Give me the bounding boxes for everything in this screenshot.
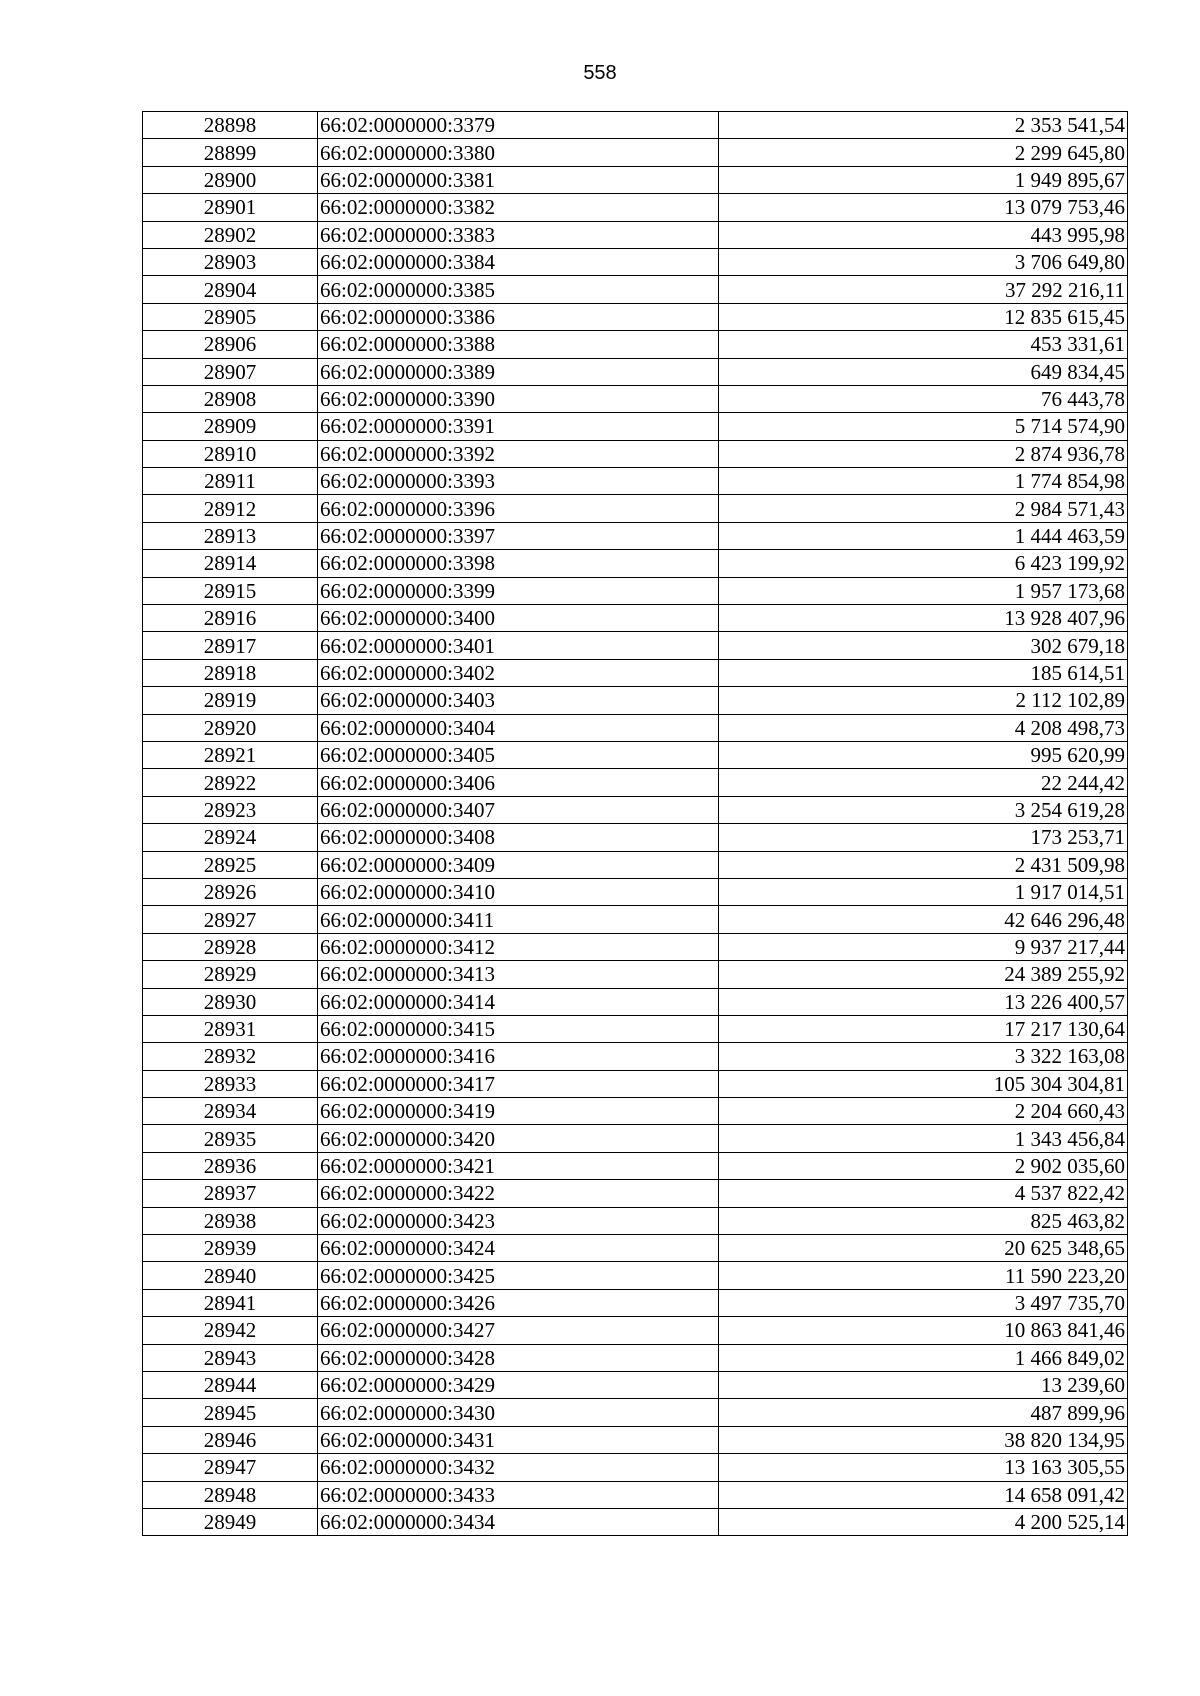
row-number-cell: 28900 xyxy=(143,166,318,193)
cadastral-value-cell: 302 679,18 xyxy=(719,632,1128,659)
cadastral-value-cell: 17 217 130,64 xyxy=(719,1015,1128,1042)
cadastral-number-cell: 66:02:0000000:3410 xyxy=(318,878,719,905)
row-number-cell: 28941 xyxy=(143,1289,318,1316)
cadastral-number-cell: 66:02:0000000:3379 xyxy=(318,112,719,139)
table-row xyxy=(143,796,1128,823)
cadastral-value-cell: 105 304 304,81 xyxy=(719,1070,1128,1097)
cadastral-value-cell: 3 706 649,80 xyxy=(719,248,1128,275)
table-row xyxy=(143,1454,1128,1481)
cadastral-number-cell: 66:02:0000000:3401 xyxy=(318,632,719,659)
table-row xyxy=(143,248,1128,275)
row-number-cell: 28903 xyxy=(143,248,318,275)
cadastral-value-cell: 4 537 822,42 xyxy=(719,1180,1128,1207)
cadastral-value-cell: 37 292 216,11 xyxy=(719,276,1128,303)
cadastral-number-cell: 66:02:0000000:3381 xyxy=(318,166,719,193)
table-row xyxy=(143,303,1128,330)
table-row xyxy=(143,221,1128,248)
row-number-cell: 28936 xyxy=(143,1152,318,1179)
cadastral-number-cell: 66:02:0000000:3422 xyxy=(318,1180,719,1207)
cadastral-number-cell: 66:02:0000000:3385 xyxy=(318,276,719,303)
cadastral-number-cell: 66:02:0000000:3406 xyxy=(318,769,719,796)
cadastral-value-cell: 443 995,98 xyxy=(719,221,1128,248)
table-row xyxy=(143,824,1128,851)
row-number-cell: 28948 xyxy=(143,1481,318,1508)
cadastral-number-cell: 66:02:0000000:3427 xyxy=(318,1317,719,1344)
table-row xyxy=(143,687,1128,714)
table-row xyxy=(143,1043,1128,1070)
row-number-cell: 28925 xyxy=(143,851,318,878)
table-row xyxy=(143,331,1128,358)
cadastral-value-cell: 2 431 509,98 xyxy=(719,851,1128,878)
cadastral-value-cell: 13 163 305,55 xyxy=(719,1454,1128,1481)
cadastral-value-cell: 453 331,61 xyxy=(719,331,1128,358)
row-number-cell: 28911 xyxy=(143,468,318,495)
cadastral-number-cell: 66:02:0000000:3431 xyxy=(318,1426,719,1453)
table-row xyxy=(143,1125,1128,1152)
cadastral-number-cell: 66:02:0000000:3398 xyxy=(318,550,719,577)
table-row xyxy=(143,358,1128,385)
table-row xyxy=(143,714,1128,741)
row-number-cell: 28914 xyxy=(143,550,318,577)
cadastral-number-cell: 66:02:0000000:3383 xyxy=(318,221,719,248)
cadastral-value-cell: 2 204 660,43 xyxy=(719,1098,1128,1125)
table-row xyxy=(143,522,1128,549)
cadastral-number-cell: 66:02:0000000:3416 xyxy=(318,1043,719,1070)
cadastral-value-cell: 13 239,60 xyxy=(719,1371,1128,1398)
row-number-cell: 28923 xyxy=(143,796,318,823)
cadastral-value-cell: 13 226 400,57 xyxy=(719,988,1128,1015)
cadastral-number-cell: 66:02:0000000:3390 xyxy=(318,385,719,412)
table-row xyxy=(143,1481,1128,1508)
cadastral-value-cell: 11 590 223,20 xyxy=(719,1262,1128,1289)
row-number-cell: 28901 xyxy=(143,194,318,221)
row-number-cell: 28929 xyxy=(143,961,318,988)
table-row xyxy=(143,1235,1128,1262)
row-number-cell: 28915 xyxy=(143,577,318,604)
cadastral-value-cell: 9 937 217,44 xyxy=(719,933,1128,960)
table-row xyxy=(143,468,1128,495)
cadastral-number-cell: 66:02:0000000:3430 xyxy=(318,1399,719,1426)
cadastral-value-cell: 1 466 849,02 xyxy=(719,1344,1128,1371)
row-number-cell: 28946 xyxy=(143,1426,318,1453)
cadastral-number-cell: 66:02:0000000:3399 xyxy=(318,577,719,604)
row-number-cell: 28935 xyxy=(143,1125,318,1152)
cadastral-value-cell: 649 834,45 xyxy=(719,358,1128,385)
cadastral-number-cell: 66:02:0000000:3400 xyxy=(318,605,719,632)
cadastral-value-cell: 173 253,71 xyxy=(719,824,1128,851)
row-number-cell: 28945 xyxy=(143,1399,318,1426)
table-row xyxy=(143,1317,1128,1344)
table-row xyxy=(143,139,1128,166)
table-row xyxy=(143,741,1128,768)
cadastral-number-cell: 66:02:0000000:3407 xyxy=(318,796,719,823)
row-number-cell: 28905 xyxy=(143,303,318,330)
cadastral-number-cell: 66:02:0000000:3419 xyxy=(318,1098,719,1125)
row-number-cell: 28909 xyxy=(143,413,318,440)
cadastral-value-cell: 3 254 619,28 xyxy=(719,796,1128,823)
table-row xyxy=(143,659,1128,686)
row-number-cell: 28942 xyxy=(143,1317,318,1344)
row-number-cell: 28921 xyxy=(143,741,318,768)
cadastral-value-cell: 38 820 134,95 xyxy=(719,1426,1128,1453)
cadastral-value-cell: 20 625 348,65 xyxy=(719,1235,1128,1262)
row-number-cell: 28939 xyxy=(143,1235,318,1262)
table-row xyxy=(143,1207,1128,1234)
table-row xyxy=(143,1289,1128,1316)
row-number-cell: 28926 xyxy=(143,878,318,905)
table-row xyxy=(143,1344,1128,1371)
row-number-cell: 28918 xyxy=(143,659,318,686)
row-number-cell: 28947 xyxy=(143,1454,318,1481)
cadastral-number-cell: 66:02:0000000:3411 xyxy=(318,906,719,933)
cadastral-number-cell: 66:02:0000000:3382 xyxy=(318,194,719,221)
cadastral-value-table xyxy=(142,111,1128,1536)
cadastral-value-cell: 995 620,99 xyxy=(719,741,1128,768)
table-row xyxy=(143,906,1128,933)
table-row xyxy=(143,1262,1128,1289)
row-number-cell: 28928 xyxy=(143,933,318,960)
row-number-cell: 28930 xyxy=(143,988,318,1015)
cadastral-number-cell: 66:02:0000000:3393 xyxy=(318,468,719,495)
row-number-cell: 28912 xyxy=(143,495,318,522)
cadastral-number-cell: 66:02:0000000:3434 xyxy=(318,1508,719,1535)
table-row xyxy=(143,577,1128,604)
table-row xyxy=(143,1508,1128,1535)
row-number-cell: 28898 xyxy=(143,112,318,139)
cadastral-number-cell: 66:02:0000000:3397 xyxy=(318,522,719,549)
cadastral-value-cell: 2 874 936,78 xyxy=(719,440,1128,467)
cadastral-value-cell: 2 353 541,54 xyxy=(719,112,1128,139)
row-number-cell: 28922 xyxy=(143,769,318,796)
cadastral-value-cell: 14 658 091,42 xyxy=(719,1481,1128,1508)
cadastral-value-cell: 2 902 035,60 xyxy=(719,1152,1128,1179)
table-row xyxy=(143,1371,1128,1398)
cadastral-number-cell: 66:02:0000000:3389 xyxy=(318,358,719,385)
cadastral-number-cell: 66:02:0000000:3421 xyxy=(318,1152,719,1179)
cadastral-value-cell: 1 774 854,98 xyxy=(719,468,1128,495)
cadastral-value-cell: 22 244,42 xyxy=(719,769,1128,796)
table-row xyxy=(143,851,1128,878)
row-number-cell: 28917 xyxy=(143,632,318,659)
cadastral-number-cell: 66:02:0000000:3402 xyxy=(318,659,719,686)
cadastral-number-cell: 66:02:0000000:3408 xyxy=(318,824,719,851)
cadastral-number-cell: 66:02:0000000:3415 xyxy=(318,1015,719,1042)
table-row xyxy=(143,1180,1128,1207)
table-row xyxy=(143,605,1128,632)
cadastral-value-cell: 2 112 102,89 xyxy=(719,687,1128,714)
cadastral-value-cell: 2 984 571,43 xyxy=(719,495,1128,522)
cadastral-value-cell: 13 079 753,46 xyxy=(719,194,1128,221)
table-row xyxy=(143,550,1128,577)
cadastral-number-cell: 66:02:0000000:3414 xyxy=(318,988,719,1015)
row-number-cell: 28907 xyxy=(143,358,318,385)
table-row xyxy=(143,385,1128,412)
row-number-cell: 28943 xyxy=(143,1344,318,1371)
row-number-cell: 28949 xyxy=(143,1508,318,1535)
cadastral-value-cell: 1 444 463,59 xyxy=(719,522,1128,549)
cadastral-number-cell: 66:02:0000000:3404 xyxy=(318,714,719,741)
cadastral-number-cell: 66:02:0000000:3413 xyxy=(318,961,719,988)
row-number-cell: 28927 xyxy=(143,906,318,933)
row-number-cell: 28919 xyxy=(143,687,318,714)
row-number-cell: 28944 xyxy=(143,1371,318,1398)
row-number-cell: 28904 xyxy=(143,276,318,303)
table-row xyxy=(143,1070,1128,1097)
cadastral-number-cell: 66:02:0000000:3432 xyxy=(318,1454,719,1481)
cadastral-value-cell: 4 200 525,14 xyxy=(719,1508,1128,1535)
cadastral-number-cell: 66:02:0000000:3405 xyxy=(318,741,719,768)
cadastral-value-cell: 3 497 735,70 xyxy=(719,1289,1128,1316)
cadastral-number-cell: 66:02:0000000:3433 xyxy=(318,1481,719,1508)
row-number-cell: 28908 xyxy=(143,385,318,412)
table-row xyxy=(143,440,1128,467)
cadastral-value-cell: 24 389 255,92 xyxy=(719,961,1128,988)
table-row xyxy=(143,194,1128,221)
row-number-cell: 28924 xyxy=(143,824,318,851)
cadastral-value-cell: 3 322 163,08 xyxy=(719,1043,1128,1070)
row-number-cell: 28902 xyxy=(143,221,318,248)
cadastral-number-cell: 66:02:0000000:3384 xyxy=(318,248,719,275)
cadastral-value-cell: 4 208 498,73 xyxy=(719,714,1128,741)
row-number-cell: 28920 xyxy=(143,714,318,741)
cadastral-number-cell: 66:02:0000000:3396 xyxy=(318,495,719,522)
cadastral-number-cell: 66:02:0000000:3420 xyxy=(318,1125,719,1152)
cadastral-value-cell: 825 463,82 xyxy=(719,1207,1128,1234)
cadastral-value-cell: 12 835 615,45 xyxy=(719,303,1128,330)
cadastral-value-cell: 1 343 456,84 xyxy=(719,1125,1128,1152)
cadastral-value-cell: 1 957 173,68 xyxy=(719,577,1128,604)
row-number-cell: 28932 xyxy=(143,1043,318,1070)
cadastral-number-cell: 66:02:0000000:3388 xyxy=(318,331,719,358)
table-row xyxy=(143,413,1128,440)
cadastral-value-cell: 42 646 296,48 xyxy=(719,906,1128,933)
row-number-cell: 28931 xyxy=(143,1015,318,1042)
table-row xyxy=(143,1399,1128,1426)
cadastral-number-cell: 66:02:0000000:3403 xyxy=(318,687,719,714)
table-row xyxy=(143,1015,1128,1042)
cadastral-number-cell: 66:02:0000000:3425 xyxy=(318,1262,719,1289)
cadastral-value-cell: 1 949 895,67 xyxy=(719,166,1128,193)
table-row xyxy=(143,112,1128,139)
cadastral-value-cell: 2 299 645,80 xyxy=(719,139,1128,166)
row-number-cell: 28906 xyxy=(143,331,318,358)
table-row xyxy=(143,1426,1128,1453)
row-number-cell: 28937 xyxy=(143,1180,318,1207)
row-number-cell: 28940 xyxy=(143,1262,318,1289)
table-row xyxy=(143,933,1128,960)
table-row xyxy=(143,632,1128,659)
cadastral-value-cell: 13 928 407,96 xyxy=(719,605,1128,632)
row-number-cell: 28933 xyxy=(143,1070,318,1097)
row-number-cell: 28938 xyxy=(143,1207,318,1234)
cadastral-number-cell: 66:02:0000000:3391 xyxy=(318,413,719,440)
cadastral-number-cell: 66:02:0000000:3429 xyxy=(318,1371,719,1398)
table-row xyxy=(143,166,1128,193)
cadastral-number-cell: 66:02:0000000:3412 xyxy=(318,933,719,960)
row-number-cell: 28899 xyxy=(143,139,318,166)
cadastral-value-cell: 10 863 841,46 xyxy=(719,1317,1128,1344)
page-number: 558 xyxy=(583,62,617,84)
cadastral-number-cell: 66:02:0000000:3424 xyxy=(318,1235,719,1262)
table-row xyxy=(143,495,1128,522)
row-number-cell: 28910 xyxy=(143,440,318,467)
cadastral-number-cell: 66:02:0000000:3426 xyxy=(318,1289,719,1316)
cadastral-number-cell: 66:02:0000000:3428 xyxy=(318,1344,719,1371)
table-row xyxy=(143,769,1128,796)
table-row xyxy=(143,878,1128,905)
cadastral-number-cell: 66:02:0000000:3423 xyxy=(318,1207,719,1234)
cadastral-number-cell: 66:02:0000000:3417 xyxy=(318,1070,719,1097)
cadastral-number-cell: 66:02:0000000:3380 xyxy=(318,139,719,166)
table-body xyxy=(143,112,1128,1536)
cadastral-value-cell: 1 917 014,51 xyxy=(719,878,1128,905)
table-row xyxy=(143,276,1128,303)
cadastral-value-cell: 6 423 199,92 xyxy=(719,550,1128,577)
cadastral-value-cell: 76 443,78 xyxy=(719,385,1128,412)
table-row xyxy=(143,1098,1128,1125)
row-number-cell: 28913 xyxy=(143,522,318,549)
table-row xyxy=(143,988,1128,1015)
row-number-cell: 28916 xyxy=(143,605,318,632)
cadastral-number-cell: 66:02:0000000:3386 xyxy=(318,303,719,330)
cadastral-value-cell: 487 899,96 xyxy=(719,1399,1128,1426)
cadastral-value-cell: 5 714 574,90 xyxy=(719,413,1128,440)
row-number-cell: 28934 xyxy=(143,1098,318,1125)
table-row xyxy=(143,1152,1128,1179)
table-row xyxy=(143,961,1128,988)
cadastral-value-cell: 185 614,51 xyxy=(719,659,1128,686)
cadastral-number-cell: 66:02:0000000:3392 xyxy=(318,440,719,467)
cadastral-number-cell: 66:02:0000000:3409 xyxy=(318,851,719,878)
